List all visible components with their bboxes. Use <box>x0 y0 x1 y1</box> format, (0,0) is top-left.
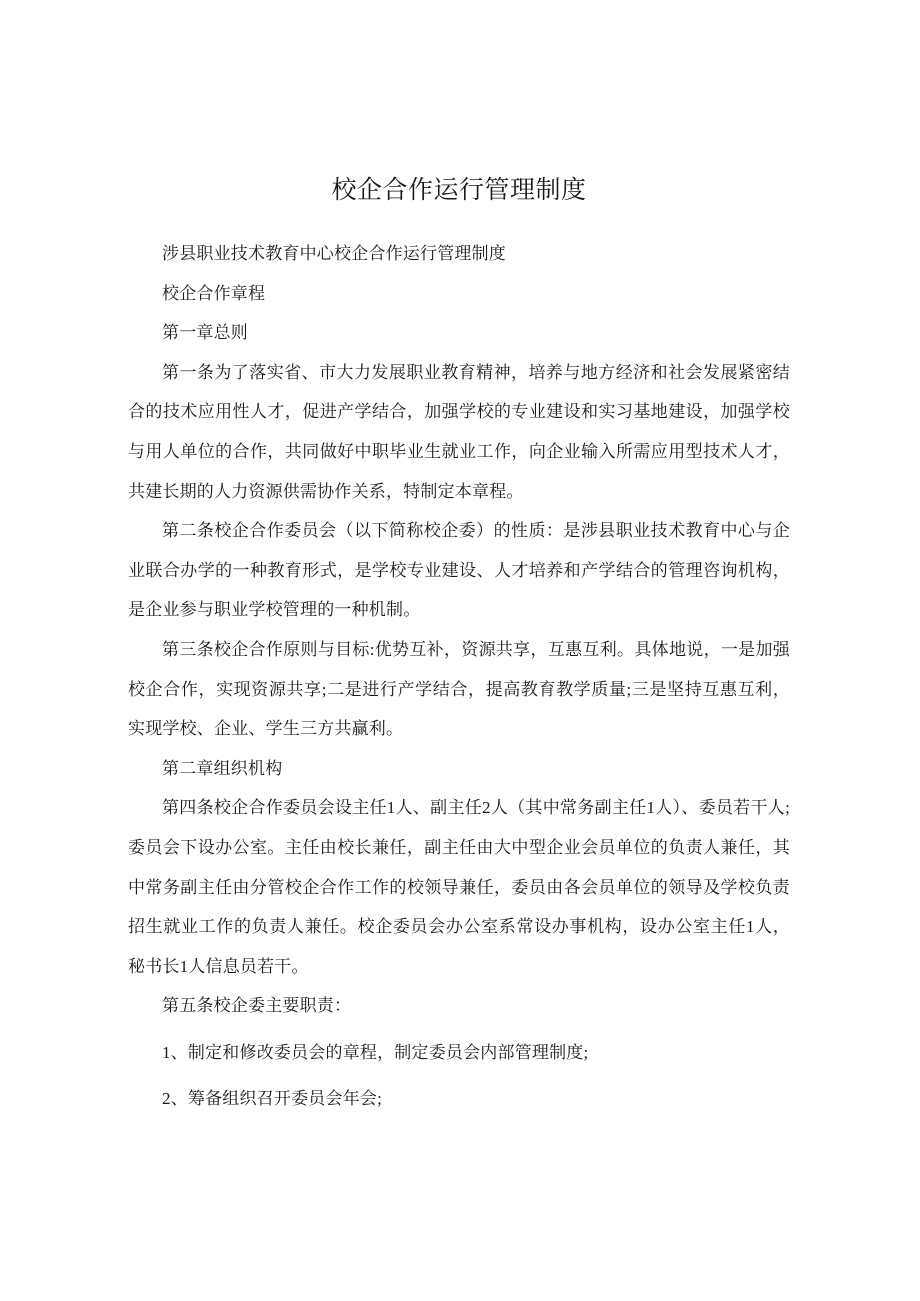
paragraph: 第一条为了落实省、市大力发展职业教育精神，培养与地方经济和社会发展紧密结合的技术应用性人才，促进产学结合，加强学校的专业建设和实习基地建设，加强学校与用人单位的合作，共同做好中职毕业生就业工作，向企业输入所需应用型技术人才，共建长期的人力资源供需协作关系，特制定本章程。 <box>128 362 790 501</box>
paragraph: 第二条校企合作委员会（以下简称校企委）的性质：是涉县职业技术教育中心与企业联合办学的一种教育形式，是学校专业建设、人才培养和产学结合的管理咨询机构，是企业参与职业学校管理的一种机制。 <box>128 521 790 620</box>
paragraph: 第五条校企委主要职责： <box>162 996 352 1016</box>
paragraph: 第四条校企合作委员会设主任1人、副主任2人（其中常务副主任1人）、委员若干人;委员会下设办公室。主任由校长兼任，副主任由大中型企业会员单位的负责人兼任，其中常务副主任由分管校企合作工作的校领导兼任，委员由各会员单位的领导及学校负责招生就业工作的负责人兼任。校企委员会办公室系常设办事机构，设办公室主任1人，秘书长1人信息员若干。 <box>128 798 790 976</box>
paragraph: 校企合作章程 <box>162 283 266 303</box>
document-title: 校企合作运行管理制度 <box>331 177 587 204</box>
document-body <box>128 234 790 1119</box>
list-item: 1、制定和修改委员会的章程，制定委员会内部管理制度; <box>162 1042 589 1062</box>
list-item: 2、筹备组织召开委员会年会; <box>162 1089 383 1109</box>
paragraph: 涉县职业技术教育中心校企合作运行管理制度 <box>162 244 506 263</box>
paragraph: 第二章组织机构 <box>162 758 283 778</box>
paragraph: 第一章总则 <box>162 323 248 343</box>
paragraph: 第三条校企合作原则与目标:优势互补，资源共享，互惠互利。具体地说，一是加强校企合作，实现资源共享;二是进行产学结合，提高教育教学质量;三是坚持互惠互利，实现学校、企业、学生三方共赢利。 <box>128 639 790 739</box>
